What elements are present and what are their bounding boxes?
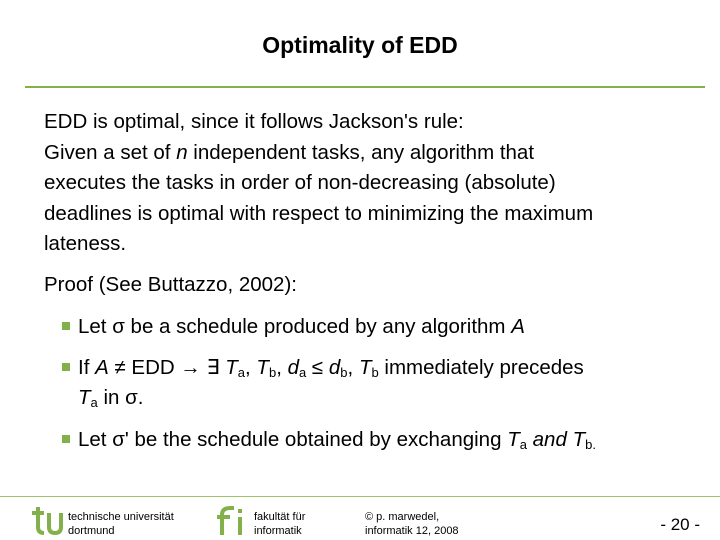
university-line-2: dortmund xyxy=(68,525,115,537)
algorithm-symbol: A xyxy=(511,315,525,338)
text-span: independent tasks, any algorithm that xyxy=(187,140,535,164)
task-symbol: T xyxy=(358,356,372,379)
faculty-line-2: informatik xyxy=(254,525,302,537)
slide-title: Optimality of EDD xyxy=(262,32,458,58)
copyright-line-2: informatik 12, 2008 xyxy=(365,525,459,537)
bullet-square-icon xyxy=(62,435,70,443)
sigma-symbol: σ xyxy=(112,315,125,338)
text-span: , xyxy=(245,356,257,379)
text-span: , xyxy=(347,356,359,379)
text-span: and xyxy=(526,428,573,451)
subscript: b xyxy=(340,365,348,380)
title-divider xyxy=(25,86,705,88)
university-line-1: technische universität xyxy=(68,511,174,523)
university-label xyxy=(68,510,174,538)
copyright-label xyxy=(365,510,459,538)
text-span: , xyxy=(276,356,288,379)
task-symbol: T xyxy=(507,428,520,451)
text-span: Let xyxy=(78,315,113,338)
text-span: . xyxy=(137,386,144,409)
task-symbol: T xyxy=(225,356,238,379)
text-span: If xyxy=(78,356,96,379)
faculty-label xyxy=(254,510,305,538)
sigma-symbol: σ' xyxy=(112,428,129,451)
proof-line: Proof (See Buttazzo, 2002): xyxy=(44,273,297,296)
rule-line-3: deadlines is optimal with respect to minimizing the maximum xyxy=(44,201,594,225)
subscript: b. xyxy=(585,437,596,452)
rule-line-2: executes the tasks in order of non-decreasing (absolute) xyxy=(44,171,556,194)
body-text xyxy=(44,107,704,260)
rule-line-1 xyxy=(44,138,704,169)
bullet-square-icon xyxy=(62,322,70,330)
subscript: b xyxy=(268,365,277,380)
text-span: ≠ EDD → ∃ xyxy=(108,356,226,379)
bullet-2 xyxy=(62,353,584,413)
text-span: be the schedule obtained by exchanging xyxy=(128,428,508,451)
task-symbol: T xyxy=(78,386,91,409)
tu-logo-icon xyxy=(30,503,64,537)
fi-logo-icon xyxy=(216,503,250,537)
subscript: a xyxy=(519,437,527,452)
text-span: be a schedule produced by any algorithm xyxy=(124,315,512,338)
algorithm-symbol: A xyxy=(95,356,109,379)
text-span: immediately precedes xyxy=(378,356,584,379)
faculty-line-1: fakultät für xyxy=(254,511,306,523)
subscript: a xyxy=(237,365,246,380)
copyright-line-1: © p. marwedel, xyxy=(365,511,440,523)
text-span: in xyxy=(97,386,126,409)
task-symbol: T xyxy=(572,428,586,451)
page-number: - 20 - xyxy=(660,515,700,534)
text-span: Let xyxy=(78,428,113,451)
bullet-3 xyxy=(62,425,596,455)
subscript: a xyxy=(90,395,98,410)
bullet-1 xyxy=(62,312,525,342)
footer-divider xyxy=(0,496,720,497)
subscript: a xyxy=(299,365,307,380)
n-symbol: n xyxy=(176,140,188,164)
bullet-square-icon xyxy=(62,363,70,371)
task-symbol: T xyxy=(256,356,269,379)
deadline-symbol: d xyxy=(287,356,299,379)
subscript: b xyxy=(371,365,379,380)
intro-line: EDD is optimal, since it follows Jackson's rule: xyxy=(44,110,464,133)
text-span: ≤ xyxy=(306,356,329,379)
rule-line-4: lateness. xyxy=(44,232,127,255)
sigma-symbol: σ xyxy=(125,386,138,409)
text-span: Given a set of xyxy=(44,140,177,164)
deadline-symbol: d xyxy=(328,356,341,379)
